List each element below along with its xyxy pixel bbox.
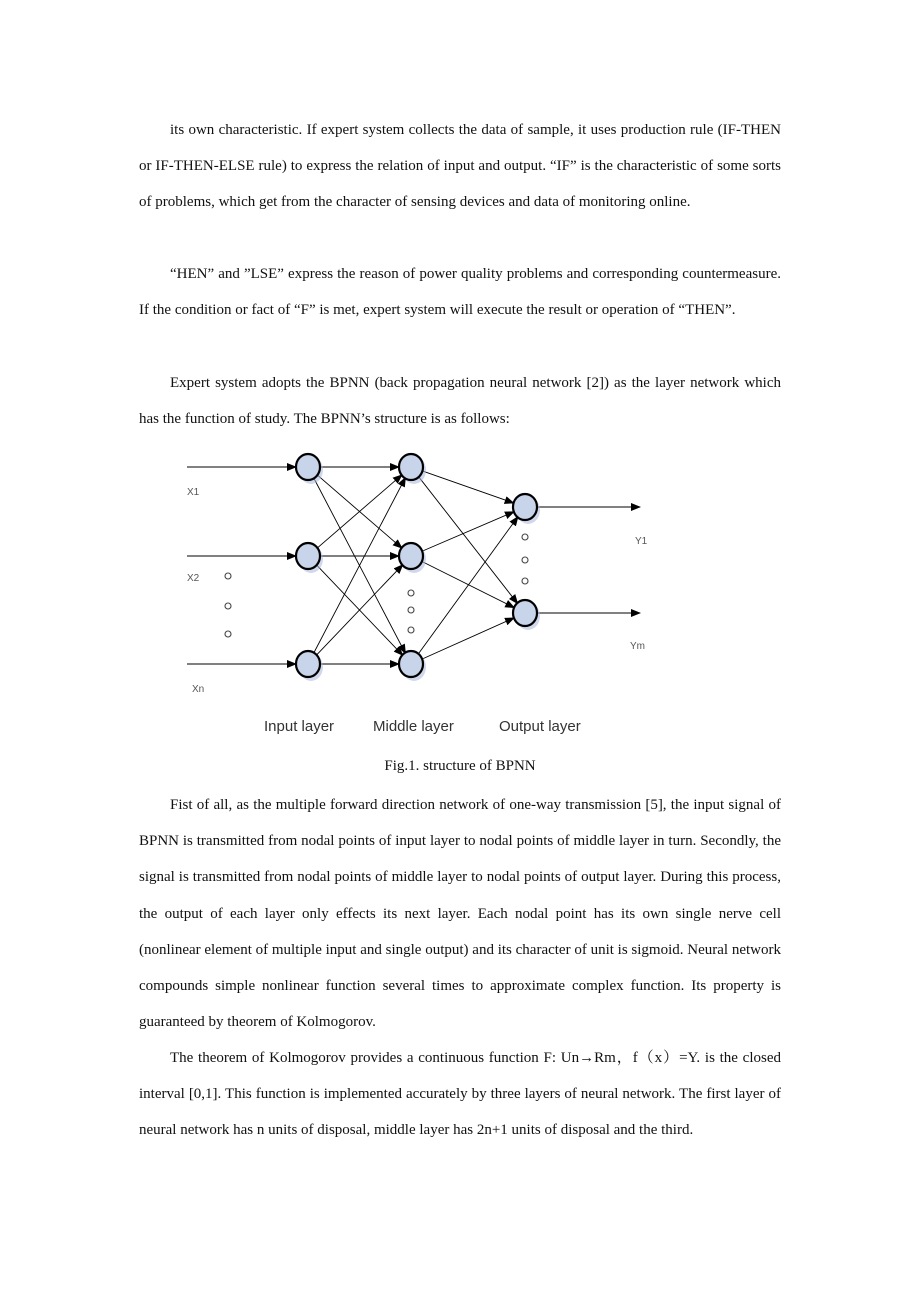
middle-node-3 <box>399 651 423 677</box>
paragraph-3: Expert system adopts the BPNN (back propagation neural network [2]) as the layer network which has the function of study. The BPNN’s structure is as follows: <box>139 375 781 428</box>
figure-caption: Fig.1. structure of BPNN <box>384 758 536 774</box>
bpnn-structure-figure <box>180 440 660 745</box>
middle-node-1 <box>399 454 423 480</box>
middle-ellipsis-dot-3 <box>408 627 414 633</box>
input-label-x1: X1 <box>187 487 200 498</box>
edge-middle3-output2 <box>422 618 514 659</box>
output-ellipsis-dot-2 <box>522 557 528 563</box>
input-label-xn: Xn <box>192 684 205 695</box>
edge-middle2-output2 <box>422 561 515 607</box>
input-ellipsis-dot-1 <box>225 573 231 579</box>
middle-ellipsis-dot-1 <box>408 590 414 596</box>
output-node-2 <box>513 600 537 626</box>
output-label-y1: Y1 <box>635 536 648 547</box>
output-ellipsis-dot-3 <box>522 578 528 584</box>
middle-ellipsis-dot-2 <box>408 607 414 613</box>
output-node-1 <box>513 494 537 520</box>
input-ellipsis-dot-3 <box>225 631 231 637</box>
input-node-1 <box>296 454 320 480</box>
middle-node-2 <box>399 543 423 569</box>
output-label-ym: Ym <box>630 641 645 652</box>
input-node-2 <box>296 543 320 569</box>
ellipsis-dots <box>225 534 528 637</box>
input-label-x2: X2 <box>187 573 200 584</box>
input-ellipsis-dot-2 <box>225 603 231 609</box>
paragraph-2: “HEN” and ”LSE” express the reason of power quality problems and corresponding countermeasure. If the condition or fact of “F” is met, expert system will execute the result or operation of “THEN”. <box>139 266 781 319</box>
output-ellipsis-dot-1 <box>522 534 528 540</box>
paragraph-1: its own characteristic. If expert system collects the data of sample, it uses production rule (IF-THEN or IF-THEN-ELSE rule) to express the relation of input and output. “IF” is the characteristic of some sorts of problems, which get from the character of sensing devices and data of monitoring online. <box>139 122 781 211</box>
edge-middle2-output1 <box>422 512 514 552</box>
input-node-3 <box>296 651 320 677</box>
paragraph-5: The theorem of Kolmogorov provides a continuous function F: Un→Rm，f（x）=Y. is the closed interval [0,1]. This function is implemented accurately by three layers of neural network. The first layer of neural network has n units of disposal, middle layer has 2n+1 units of disposal and the third. <box>139 1050 781 1139</box>
edge-middle1-output1 <box>422 471 513 503</box>
middle-layer-label: Middle layer <box>373 718 454 735</box>
input-layer-label: Input layer <box>264 718 335 735</box>
paragraph-4: Fist of all, as the multiple forward direction network of one-way transmission [5], the input signal of BPNN is transmitted from nodal points of input layer to nodal points of middle layer in turn. Secondly, the signal is transmitted from nodal points of middle layer to nodal points of output layer. During this process, the output of each layer only effects its next layer. Each nodal point has its own single nerve cell (nonlinear element of multiple input and single output) and its character of unit is sigmoid. Neural network compounds simple nonlinear function several times to approximate complex function. Its property is guaranteed by theorem of Kolmogorov. <box>139 797 781 1031</box>
output-layer-label: Output layer <box>499 718 581 735</box>
